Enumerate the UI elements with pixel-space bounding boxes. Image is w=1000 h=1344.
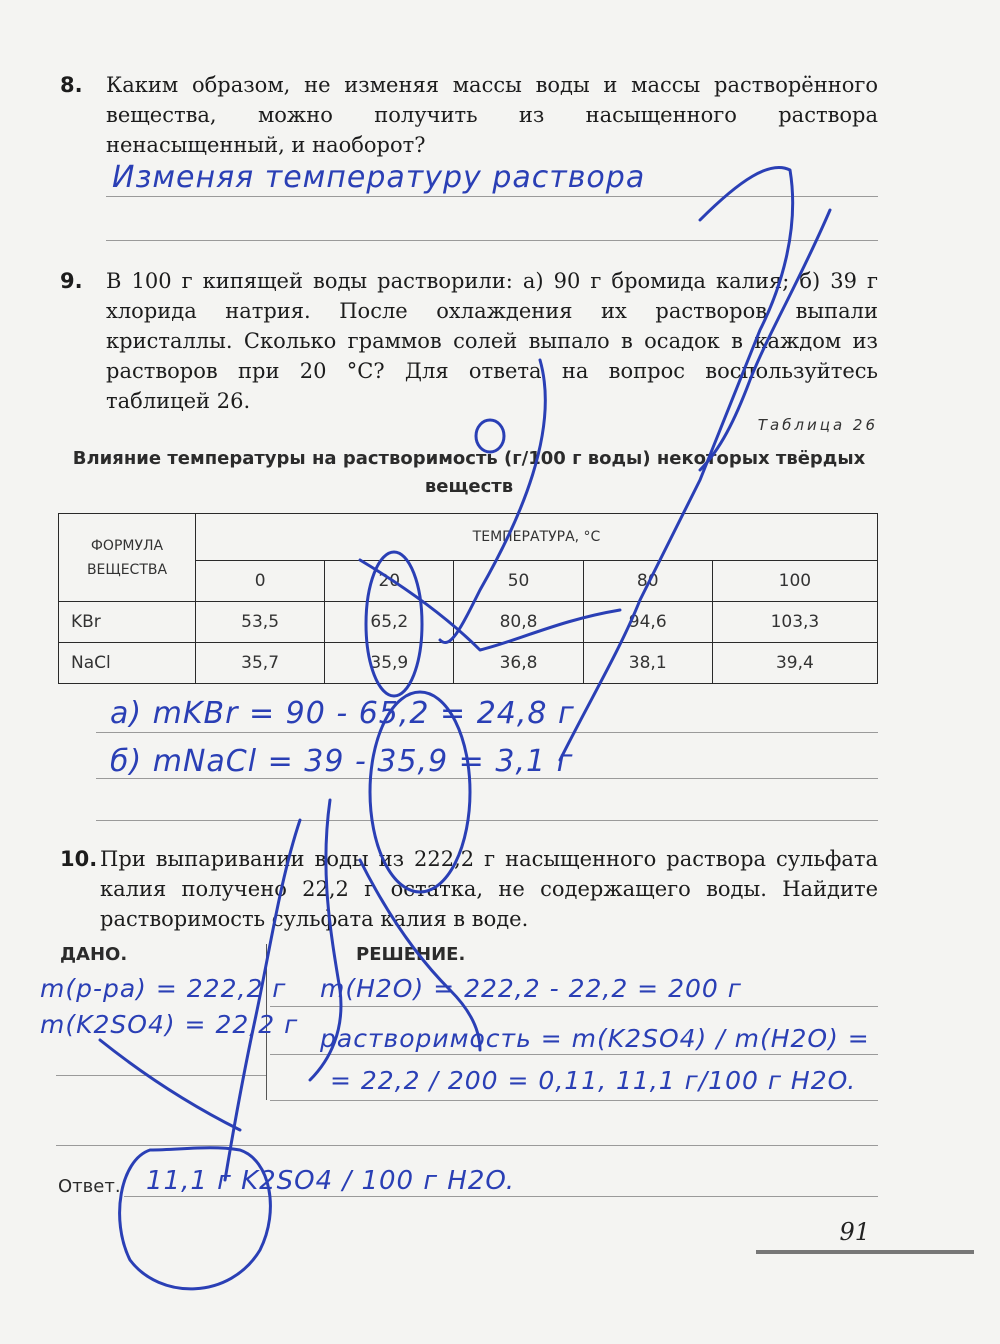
answer-line	[96, 732, 878, 733]
table-title: Влияние температуры на растворимость (г/100 г воды) некоторых твёрдых веществ	[72, 448, 866, 497]
value-cell: 65,2	[325, 602, 454, 643]
handwritten-given-2: m(K2SO4) = 22,2 г	[40, 1010, 299, 1039]
value-cell: 35,9	[325, 643, 454, 684]
question-text: В 100 г кипящей воды растворили: а) 90 г бромида калия; б) 39 г хлорида натрия. После охлаждения их растворов выпали кристаллы. Сколько граммов солей выпало в осадок в каждом из растворов при 20 °С? Для ответа на вопрос воспользуйтесь таблицей 26.	[106, 269, 878, 413]
value-cell: 94,6	[583, 602, 712, 643]
question-number: 9.	[60, 269, 83, 293]
value-cell: 38,1	[583, 643, 712, 684]
handwritten-answer-9b: б) mNaCl = 39 - 35,9 = 3,1 г	[110, 744, 574, 779]
table-caption: Таблица 26	[757, 416, 878, 434]
formula-cell: NaCl	[59, 643, 196, 684]
question-text: При выпаривании воды из 222,2 г насыщенного раствора сульфата калия получено 22,2 г остатка, не содержащего воды. Найдите растворимость сульфата калия в воде.	[100, 847, 878, 931]
page-number: 91	[839, 1218, 870, 1246]
page-number-bar	[756, 1250, 974, 1254]
temp-cell: 50	[454, 561, 583, 602]
value-cell: 53,5	[196, 602, 325, 643]
solubility-table	[58, 513, 878, 684]
question-8	[60, 70, 878, 160]
table-row	[59, 602, 878, 643]
handwritten-answer-10: 11,1 г K2SO4 / 100 г H2O.	[146, 1166, 516, 1196]
answer-line	[124, 1196, 878, 1197]
temp-cell: 20	[325, 561, 454, 602]
value-cell: 39,4	[712, 643, 877, 684]
handwritten-given-1: m(р-ра) = 222,2 г	[40, 974, 287, 1003]
value-cell: 103,3	[712, 602, 877, 643]
question-number: 10.	[60, 847, 98, 871]
handwritten-answer-8: Изменяя температуру раствора	[112, 160, 646, 195]
scribble-stroke	[100, 1040, 240, 1130]
answer-line	[106, 240, 878, 241]
question-text: Каким образом, не изменяя массы воды и массы растворённого вещества, можно получить из насыщенного раствора ненасыщенный, и наоборот?	[106, 73, 878, 157]
formula-cell: KBr	[59, 602, 196, 643]
answer-line	[270, 1100, 878, 1101]
answer-line	[56, 1145, 878, 1146]
answer-label: Ответ.	[58, 1176, 121, 1197]
solution-label: РЕШЕНИЕ.	[356, 944, 466, 965]
answer-line	[270, 1006, 878, 1007]
question-number: 8.	[60, 73, 83, 97]
question-10	[60, 844, 878, 934]
given-label: ДАНО.	[60, 944, 128, 965]
table-row	[59, 643, 878, 684]
handwritten-answer-9a: а) mKBr = 90 - 65,2 = 24,8 г	[110, 696, 575, 731]
answer-line	[96, 778, 878, 779]
temperature-header: ТЕМПЕРАТУРА, °С	[196, 514, 878, 561]
handwritten-solution-3: = 22,2 / 200 = 0,11, 11,1 г/100 г H2O.	[330, 1066, 857, 1095]
value-cell: 80,8	[454, 602, 583, 643]
temp-cell: 80	[583, 561, 712, 602]
value-cell: 36,8	[454, 643, 583, 684]
answer-line	[106, 196, 878, 197]
question-9	[60, 266, 878, 416]
handwritten-solution-1: m(H2O) = 222,2 - 22,2 = 200 г	[320, 974, 742, 1003]
temp-cell: 100	[712, 561, 877, 602]
value-cell: 35,7	[196, 643, 325, 684]
answer-line	[96, 820, 878, 821]
formula-header: ФОРМУЛА ВЕЩЕСТВА	[59, 514, 196, 602]
handwritten-solution-2: растворимость = m(K2SO4) / m(H2O) =	[320, 1024, 870, 1053]
answer-line	[56, 1075, 266, 1076]
answer-line	[270, 1054, 878, 1055]
temp-cell: 0	[196, 561, 325, 602]
